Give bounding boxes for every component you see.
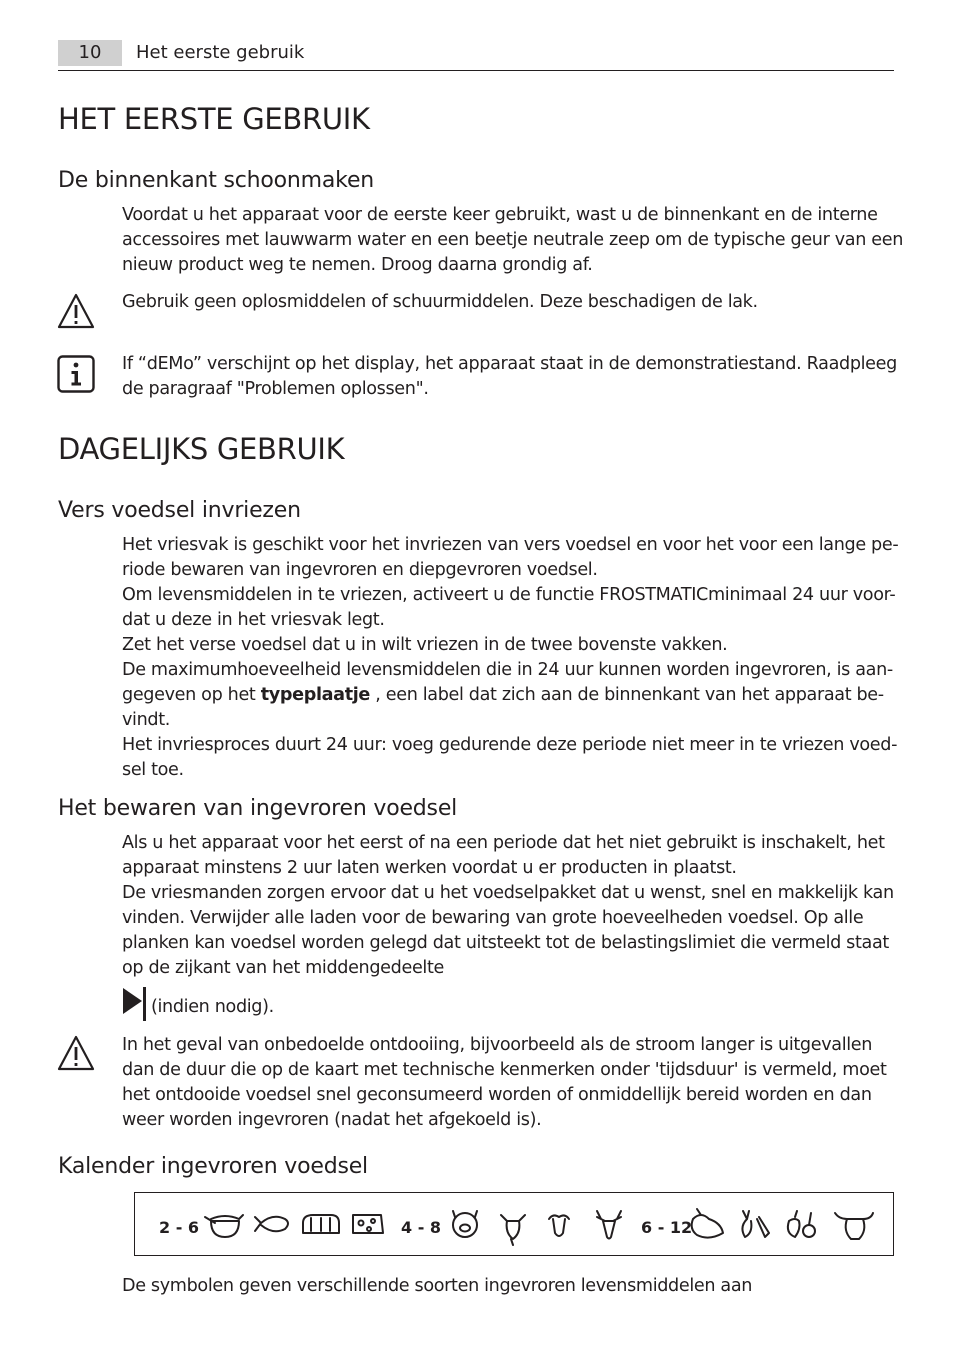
food-calendar-strip [134,1192,894,1256]
fish-icon [255,1217,288,1232]
text-line: planken kan voedsel worden gelegd dat uitsteekt tot de belastingslimiet die vermeld staat [122,933,889,953]
text-line: vindt. [122,710,171,730]
storage-paragraph [122,831,894,981]
subsection-title-calendar: Kalender ingevroren voedsel [58,1154,368,1179]
text-line: nieuw product weg te nemen. Droog daarna grondig af. [122,255,593,275]
text-line: apparaat minstens 2 uur laten werken voordat u er producten in plaatst. [122,858,737,878]
text-line: de paragraaf "Problemen oplossen". [122,379,429,399]
text-line: De maximumhoeveelheid levensmiddelen die in 24 uur kunnen worden ingevroren, is aan- [122,660,893,680]
soup-pot-icon [205,1215,243,1237]
text-line: Als u het apparaat voor het eerst of na een periode dat het niet gebruikt is inschakelt, het [122,833,885,853]
text-line: In het geval van onbedoelde ontdooiing, bijvoorbeeld als de stroom langer is uitgevallen [122,1035,873,1055]
load-limit-marker-icon [122,986,148,1022]
bread-icon [303,1215,339,1233]
deer-icon [597,1211,621,1239]
text-line: Het vriesvak is geschikt voor het invriezen van vers voedsel en voor het voor een lange pe- [122,535,899,555]
warning-icon [56,1034,96,1074]
text-segment: gegeven op het [122,685,261,705]
limit-note [151,995,451,1020]
cow-icon [835,1213,873,1239]
section-title-first-use: HET EERSTE GEBRUIK [58,102,370,136]
warning-icon [56,292,96,332]
text-line: Voordat u het apparaat voor de eerste keer gebruikt, wast u de binnenkant en de interne [122,205,878,225]
pig-icon [453,1211,477,1237]
subsection-title-cleaning: De binnenkant schoonmaken [58,168,375,193]
section-title-daily-use: DAGELIJKS GEBRUIK [58,432,345,466]
sheep-icon [549,1215,569,1236]
text-line [122,683,894,708]
period-label: 4 - 8 [401,1218,442,1237]
text-line: Het invriesproces duurt 24 uur: voeg gedurende deze periode niet meer in te vriezen voed- [122,735,898,755]
text-line: De vriesmanden zorgen ervoor dat u het voedselpakket dat u wenst, snel en makkelijk kan [122,883,894,903]
fruit-icon [788,1211,815,1237]
text-line: Zet het verse voedsel dat u in wilt vriezen in de twee bovenste vakken. [122,635,728,655]
vegetables-icon [742,1211,769,1237]
text-line: riode bewaren van ingevroren en diepgevroren voedsel. [122,560,598,580]
freezing-paragraph [122,533,899,783]
text-line: op de zijkant van het middengedeelte [122,958,444,978]
rating-plate-term: typeplaatje [260,685,371,705]
text-line: vinden. Verwijder alle laden voor de bewaring van grote hoeveelheden voedsel. Op alle [122,908,864,928]
text-line: het ontdooide voedsel snel geconsumeerd worden of onmiddellijk bereid worden en dan [122,1085,872,1105]
period-label: 2 - 6 [159,1218,200,1237]
info-paragraph-demo [122,352,897,402]
subsection-title-storage: Het bewaren van ingevroren voedsel [58,796,458,821]
cheese-icon [353,1215,383,1233]
text-line: Gebruik geen oplosmiddelen of schuurmiddelen. Deze beschadigen de lak. [122,292,758,312]
text-line: If “dEMo” verschijnt op het display, het apparaat staat in de demonstratiestand. Raadpleeg [122,354,897,374]
period-label: 6 - 12 [641,1218,693,1237]
info-icon [56,354,96,394]
warning-paragraph-solvents [122,290,894,315]
text-segment: , een label dat zich aan de binnenkant van het apparaat be- [370,685,884,705]
text-line: accessoires met lauwwarm water en een beetje neutrale zeep om de typische geur van een [122,230,903,250]
page-header [58,40,894,71]
goat-icon [501,1215,525,1245]
chicken-icon [692,1209,723,1238]
food-calendar-graphic [135,1193,893,1255]
subsection-title-freezing: Vers voedsel invriezen [58,498,301,523]
text-line: sel toe. [122,760,184,780]
text-line: (indien nodig). [151,997,274,1017]
page-number: 10 [58,40,122,66]
text-line: De symbolen geven verschillende soorten ingevroren levensmiddelen aan [122,1276,753,1296]
running-title: Het eerste gebruik [136,42,305,63]
text-line: Om levensmiddelen in te vriezen, activeert u de functie FROSTMATICminimaal 24 uur voor- [122,585,896,605]
text-line: dat u deze in het vriesvak legt. [122,610,385,630]
warning-paragraph-thawing [122,1033,894,1133]
text-line: dan de duur die op de kaart met technische kenmerken onder 'tijdsduur' is vermeld, moet [122,1060,887,1080]
cleaning-paragraph [122,203,903,278]
text-line: weer worden ingevroren (nadat het afgekoeld is). [122,1110,542,1130]
calendar-caption [122,1274,894,1299]
